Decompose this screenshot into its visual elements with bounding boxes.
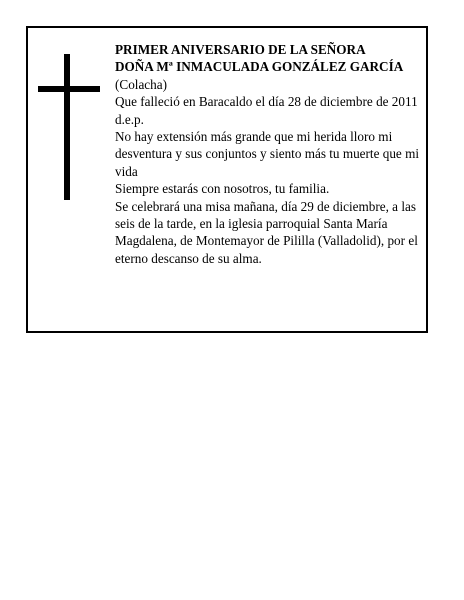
notice-heading-line-1: PRIMER ANIVERSARIO DE LA SEÑORA xyxy=(115,42,366,57)
notice-heading-line-2: DOÑA Mª INMACULADA GONZÁLEZ GARCÍA xyxy=(115,59,404,75)
deceased-nickname: (Colacha) xyxy=(115,76,167,92)
mass-announcement: Se celebrará una misa mañana, día 29 de diciembre, a las seis de la tarde, en la iglesia parroquial Santa María Magdalena, de Montemayor de Pililla (Valladolid), por el eterno descanso de su alma. xyxy=(115,198,418,266)
death-date-line: Que falleció en Baracaldo el día 28 de diciembre de 2011 xyxy=(115,94,418,110)
cross-vertical-bar xyxy=(64,54,70,200)
memorial-quote: No hay extensión más grande que mi herida lloro mi desventura y sus conjuntos y siento más tu muerte que mi vida xyxy=(115,129,419,179)
cross-icon xyxy=(38,54,100,200)
notice-text-block xyxy=(115,41,420,267)
cross-horizontal-bar xyxy=(38,86,100,92)
family-dedication: Siempre estarás con nosotros, tu familia. xyxy=(115,181,330,197)
obituary-notice xyxy=(26,26,428,333)
rip-line: d.e.p. xyxy=(115,111,144,127)
